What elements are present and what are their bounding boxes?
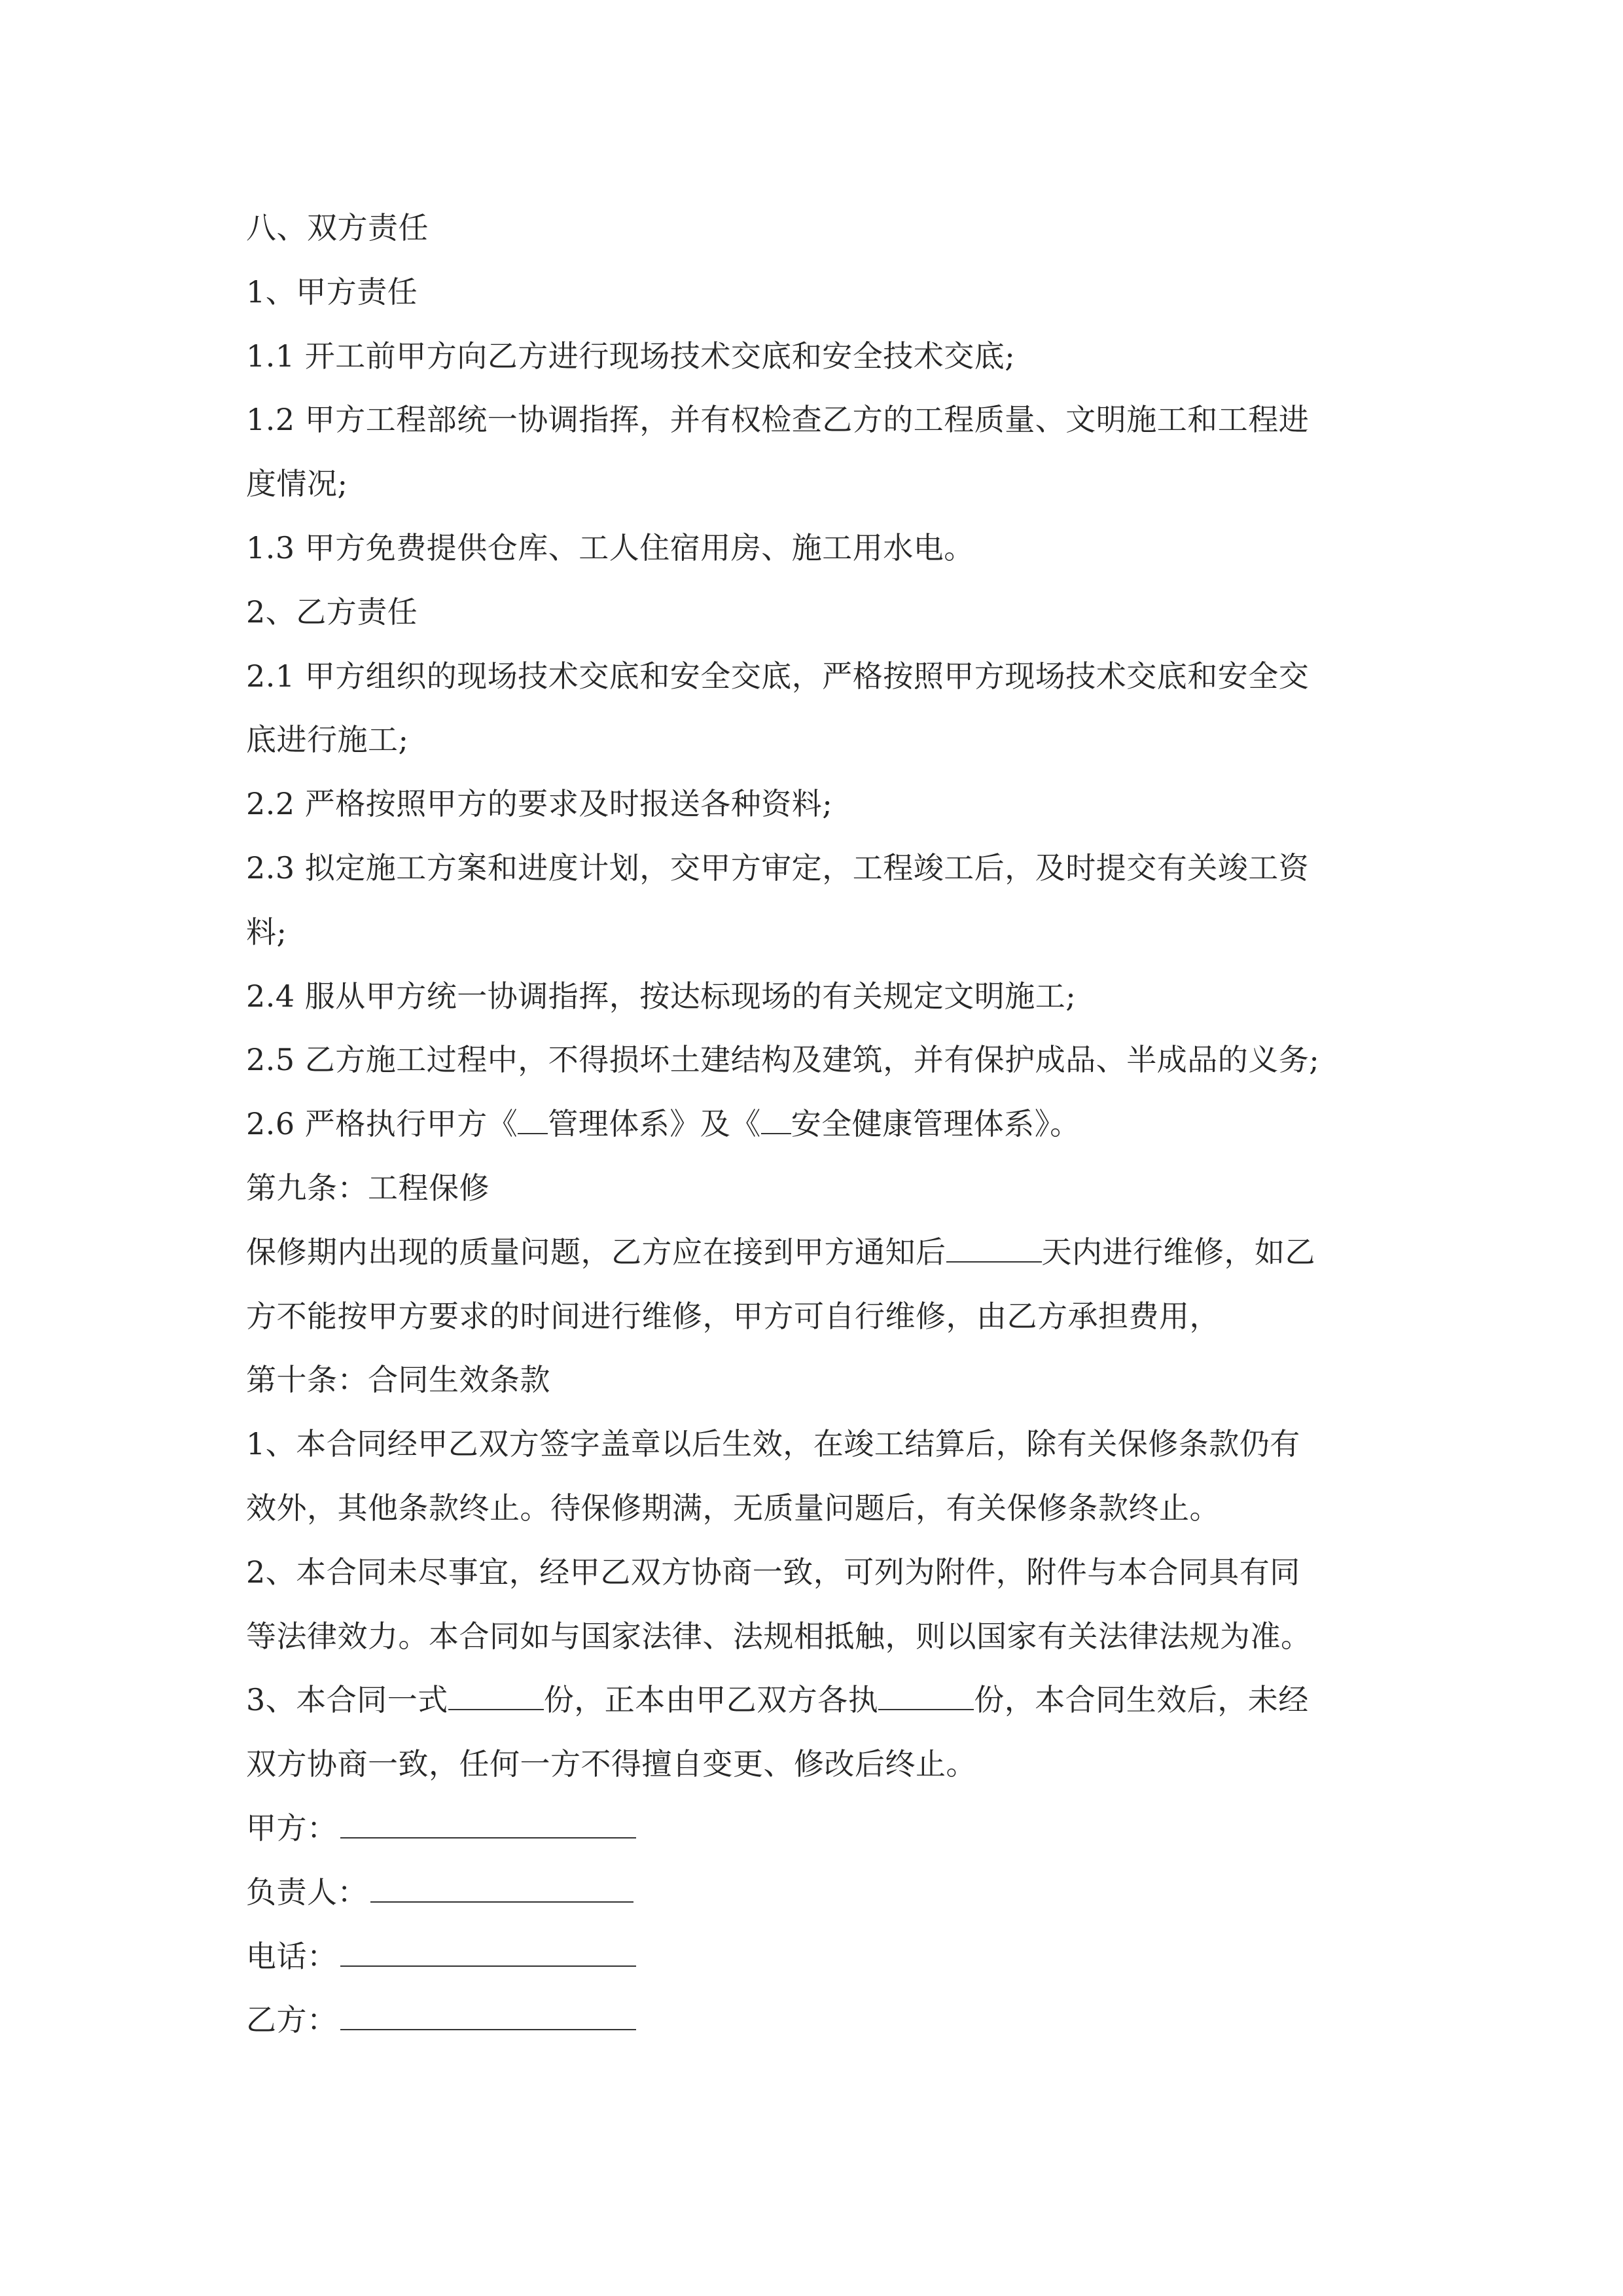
- responsible-person-field[interactable]: [370, 1878, 633, 1903]
- article-10-title: 第十条：合同生效条款: [246, 1362, 550, 1398]
- responsible-person-label: 负责人：: [246, 1874, 368, 1910]
- party-a-item-1-2-cont: 度情况;: [246, 466, 348, 502]
- party-a-item-1-3: 1.3 甲方免费提供仓库、工人住宿用房、施工用水电。: [246, 529, 974, 565]
- party-b-item-2-1-cont: 底进行施工;: [246, 722, 409, 758]
- item-2-6-text-b: 管理体系》及《: [548, 1106, 761, 1142]
- party-a-item-1-2: 1.2 甲方工程部统一协调指挥，并有权检查乙方的工程质量、文明施工和工程进: [246, 402, 1310, 438]
- party-b-label: 乙方：: [246, 2002, 338, 2038]
- clause-3-text-a: 3、本合同一式: [246, 1682, 448, 1718]
- clause-3-text-b: 份，正本由甲乙双方各执: [543, 1682, 879, 1718]
- party-b-item-2-4: 2.4 服从甲方统一协调指挥，按达标现场的有关规定文明施工;: [246, 978, 1077, 1014]
- party-b-item-2-1: 2.1 甲方组织的现场技术交底和安全交底，严格按照甲方现场技术交底和安全交: [246, 658, 1310, 694]
- party-a-signature-field[interactable]: [340, 1814, 636, 1839]
- party-b-item-2-2: 2.2 严格按照甲方的要求及时报送各种资料;: [246, 786, 833, 822]
- phone-label: 电话：: [246, 1938, 338, 1974]
- signature-responsible: [246, 1861, 1385, 1925]
- party-b-item-2-5: 2.5 乙方施工过程中，不得损坏土建结构及建筑，并有保护成品、半成品的义务;: [246, 1042, 1320, 1078]
- safety-system-blank[interactable]: [761, 1109, 791, 1134]
- party-a-label: 甲方：: [246, 1810, 338, 1846]
- article-10-clause-1: 1、本合同经甲乙双方签字盖章以后生效，在竣工结算后，除有关保修条款仍有: [246, 1426, 1300, 1462]
- article-10-clause-3-cont: 双方协商一致，任何一方不得擅自变更、修改后终止。: [246, 1746, 976, 1782]
- article-10-clause-2: 2、本合同未尽事宜，经甲乙双方协商一致，可列为附件，附件与本合同具有同: [246, 1554, 1300, 1590]
- party-b-duties-title: 2、乙方责任: [246, 594, 418, 630]
- party-a-duties-title: 1、甲方责任: [246, 274, 418, 310]
- clause-3-text-c: 份，本合同生效后，未经: [974, 1682, 1309, 1718]
- signature-party-a: [246, 1797, 1385, 1861]
- party-b-item-2-3-cont: 料;: [246, 914, 287, 950]
- article-9-title: 第九条：工程保修: [246, 1170, 490, 1206]
- article-9-line-1: [246, 1221, 1385, 1285]
- party-b-item-2-3: 2.3 拟定施工方案和进度计划，交甲方审定，工程竣工后，及时提交有关竣工资: [246, 850, 1310, 886]
- article-9-line-2: 方不能按甲方要求的时间进行维修，甲方可自行维修，由乙方承担费用，: [246, 1298, 1220, 1334]
- article-10-clause-3: [246, 1668, 1385, 1732]
- signature-party-b: [246, 1988, 1385, 2053]
- copies-total-blank[interactable]: [448, 1685, 544, 1710]
- party-a-item-1-1: 1.1 开工前甲方向乙方进行现场技术交底和安全技术交底;: [246, 338, 1016, 374]
- contract-body: [246, 196, 1385, 2053]
- party-b-signature-field[interactable]: [340, 2005, 636, 2030]
- article-9-text-a: 保修期内出现的质量问题，乙方应在接到甲方通知后: [246, 1234, 946, 1270]
- copies-each-blank[interactable]: [878, 1685, 974, 1710]
- phone-field[interactable]: [340, 1942, 636, 1967]
- article-10-clause-2-cont: 等法律效力。本合同如与国家法律、法规相抵触，则以国家有关法律法规为准。: [246, 1618, 1311, 1654]
- repair-days-blank[interactable]: [946, 1238, 1042, 1263]
- article-9-text-b: 天内进行维修，如乙: [1041, 1234, 1315, 1270]
- party-b-item-2-6: [246, 1092, 1385, 1157]
- item-2-6-text-a: 2.6 严格执行甲方《: [246, 1106, 518, 1142]
- section-heading: 八、双方责任: [246, 210, 429, 245]
- item-2-6-text-c: 安全健康管理体系》。: [791, 1106, 1080, 1142]
- signature-phone: [246, 1925, 1385, 1989]
- management-system-blank[interactable]: [518, 1109, 548, 1134]
- article-10-clause-1-cont: 效外，其他条款终止。待保修期满，无质量问题后，有关保修条款终止。: [246, 1490, 1220, 1526]
